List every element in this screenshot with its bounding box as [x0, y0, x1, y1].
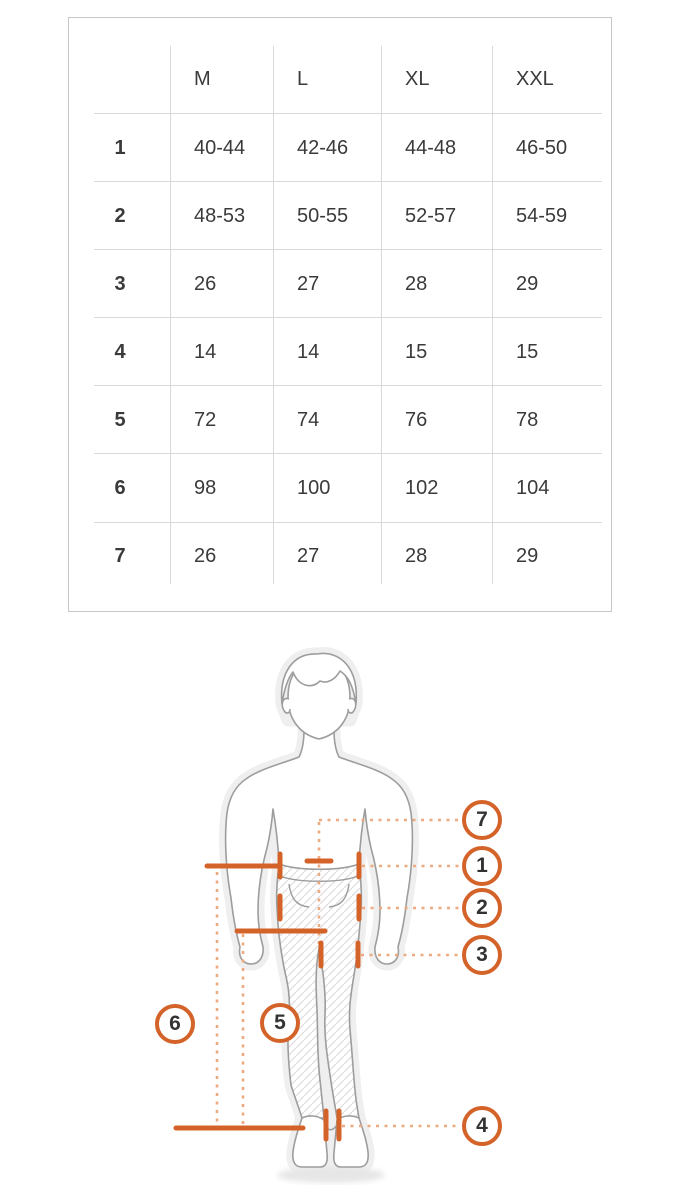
row-label: 6 — [114, 476, 126, 499]
table-cell: 29 — [516, 544, 539, 567]
table-cell: 26 — [194, 544, 217, 567]
measure-marker-5: 5 — [260, 1003, 300, 1043]
column-divider — [170, 46, 171, 584]
measurement-figure — [0, 612, 680, 1200]
row-label: 4 — [114, 340, 126, 363]
table-cell: 27 — [297, 272, 320, 295]
row-label: 7 — [114, 544, 126, 567]
measure-marker-2: 2 — [462, 888, 502, 928]
table-cell: 40-44 — [194, 136, 246, 159]
row-divider — [94, 317, 602, 318]
table-cell: 50-55 — [297, 204, 349, 227]
table-cell: 76 — [405, 408, 428, 431]
table-cell: 100 — [297, 476, 331, 499]
table-cell: 27 — [297, 544, 320, 567]
table-cell: 98 — [194, 476, 217, 499]
left-ear — [282, 698, 290, 713]
table-cell: 72 — [194, 408, 217, 431]
table-cell: 102 — [405, 476, 439, 499]
column-divider — [381, 46, 382, 584]
table-cell: 52-57 — [405, 204, 457, 227]
table-cell: 28 — [405, 272, 428, 295]
body-diagram-svg — [0, 612, 680, 1200]
row-divider — [94, 453, 602, 454]
row-label: 2 — [114, 204, 126, 227]
feet-shadow — [277, 1167, 385, 1183]
measure-marker-4: 4 — [462, 1106, 502, 1146]
row-divider — [94, 181, 602, 182]
column-header-xxl: XXL — [516, 67, 554, 90]
row-divider — [94, 249, 602, 250]
table-cell: 26 — [194, 272, 217, 295]
measure-marker-1: 1 — [462, 846, 502, 886]
table-cell: 15 — [516, 340, 539, 363]
column-divider — [492, 46, 493, 584]
row-label: 3 — [114, 272, 126, 295]
row-divider — [94, 385, 602, 386]
table-cell: 14 — [194, 340, 217, 363]
table-cell: 29 — [516, 272, 539, 295]
table-cell: 54-59 — [516, 204, 568, 227]
table-cell: 44-48 — [405, 136, 457, 159]
table-cell: 15 — [405, 340, 428, 363]
measure-marker-7: 7 — [462, 800, 502, 840]
row-label: 1 — [114, 136, 126, 159]
table-cell: 78 — [516, 408, 539, 431]
column-divider — [273, 46, 274, 584]
column-header-m: M — [194, 67, 211, 90]
column-header-l: L — [297, 67, 309, 90]
measure-marker-6: 6 — [155, 1004, 195, 1044]
table-corner-cell — [69, 18, 171, 114]
row-divider — [94, 522, 602, 523]
table-cell: 42-46 — [297, 136, 349, 159]
size-table-card — [68, 17, 612, 612]
table-cell: 74 — [297, 408, 320, 431]
table-cell: 104 — [516, 476, 550, 499]
table-cell: 28 — [405, 544, 428, 567]
column-header-xl: XL — [405, 67, 430, 90]
row-label: 5 — [114, 408, 126, 431]
table-cell: 14 — [297, 340, 320, 363]
row-divider — [94, 113, 602, 114]
table-cell: 46-50 — [516, 136, 568, 159]
table-cell: 48-53 — [194, 204, 246, 227]
measure-marker-3: 3 — [462, 935, 502, 975]
